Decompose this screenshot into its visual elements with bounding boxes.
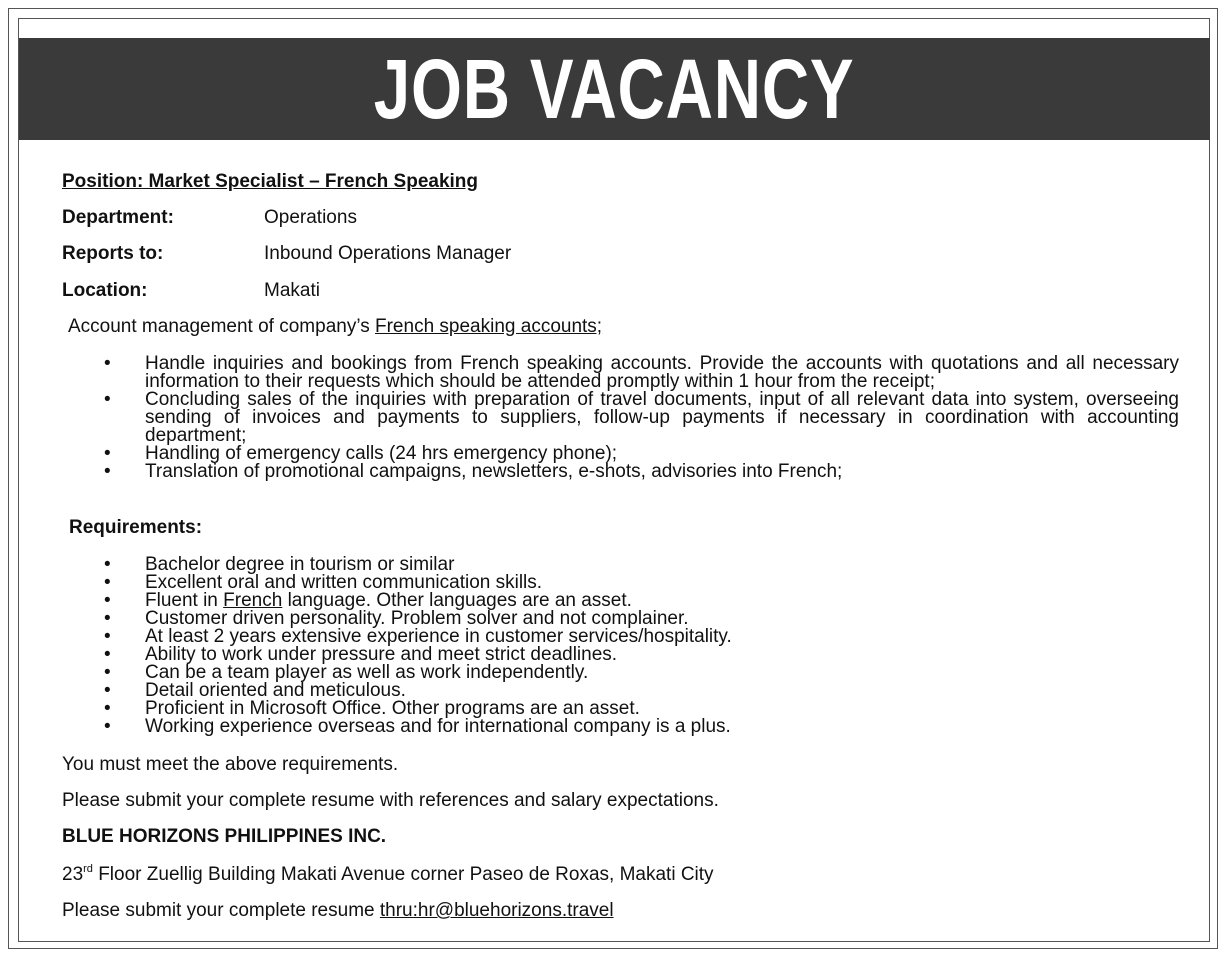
- bullet: •: [104, 626, 111, 647]
- address-number: 23: [62, 864, 84, 885]
- list-item: [104, 463, 1184, 481]
- requirement-text: Can be a team player as well as work independently.: [145, 662, 589, 683]
- reports-to-label: Reports to:: [62, 243, 164, 264]
- bullet: •: [104, 608, 111, 629]
- bullet: •: [104, 443, 111, 464]
- requirement-text: Proficient in Microsoft Office. Other programs are an asset.: [145, 698, 640, 719]
- responsibility-text: Handling of emergency calls (24 hrs emergency phone);: [145, 443, 618, 464]
- bullet: •: [104, 461, 111, 482]
- address-line: [62, 864, 714, 886]
- reports-to-value: Inbound Operations Manager: [264, 243, 512, 264]
- department-label: Department:: [62, 207, 174, 228]
- resume-line: [62, 900, 614, 922]
- requirement-text: Detail oriented and meticulous.: [145, 680, 406, 701]
- bullet: •: [104, 680, 111, 701]
- resume-text: Please submit your complete resume: [62, 900, 380, 921]
- location-value: Makati: [264, 280, 320, 301]
- bullet: •: [104, 554, 111, 575]
- list-item: [104, 718, 1184, 736]
- requirement-text: Ability to work under pressure and meet strict deadlines.: [145, 644, 618, 665]
- must-meet-text: You must meet the above requirements.: [62, 754, 399, 775]
- responsibility-text: Handle inquiries and bookings from French speaking accounts. Provide the accounts with quotations and all necessary information to their requests which should be attended promptly within 1 hour from the receipt;: [145, 353, 1179, 392]
- header-banner: [19, 38, 1210, 140]
- responsibility-text: Translation of promotional campaigns, newsletters, e-shots, advisories into French;: [145, 461, 843, 482]
- requirement-text: Bachelor degree in tourism or similar: [145, 554, 455, 575]
- requirement-text: Customer driven personality. Problem solver and not complainer.: [145, 608, 689, 629]
- department-value: Operations: [264, 207, 357, 228]
- french-accounts-link: French speaking accounts;: [375, 316, 603, 337]
- address-ordinal: rd: [83, 863, 93, 875]
- list-item: [104, 391, 1184, 445]
- bullet: •: [104, 662, 111, 683]
- address-text: Floor Zuellig Building Makati Avenue corner Paseo de Roxas, Makati City: [92, 864, 714, 885]
- page-title: JOB VACANCY: [374, 42, 855, 136]
- bullet: •: [104, 590, 111, 611]
- position-heading: Position: Market Specialist – French Speaking: [62, 171, 479, 192]
- email-link[interactable]: thru:hr@bluehorizons.travel: [379, 900, 614, 921]
- responsibility-text: Concluding sales of the inquiries with preparation of travel documents, input of all relevant data into system, overseeing sending of invoices and payments to suppliers, follow-up payments if necessary in coordination with accounting department;: [145, 389, 1179, 446]
- bullet: •: [104, 644, 111, 665]
- bullet: •: [104, 716, 111, 737]
- requirement-text-prefix: Fluent in: [145, 590, 224, 611]
- bullet: •: [104, 389, 111, 410]
- requirements-heading: Requirements:: [69, 517, 203, 538]
- requirement-text: At least 2 years extensive experience in customer services/hospitality.: [145, 626, 732, 647]
- list-item: [104, 355, 1184, 391]
- bullet: •: [104, 698, 111, 719]
- location-label: Location:: [62, 280, 148, 301]
- submit-text: Please submit your complete resume with references and salary expectations.: [62, 790, 719, 811]
- company-name: BLUE HORIZONS PHILIPPINES INC.: [62, 826, 387, 847]
- bullet: •: [104, 572, 111, 593]
- requirement-text-suffix: language. Other languages are an asset.: [282, 590, 632, 611]
- requirement-text: Working experience overseas and for international company is a plus.: [145, 716, 731, 737]
- requirements-list: [104, 556, 1184, 736]
- bullet: •: [104, 353, 111, 374]
- french-link: French: [223, 590, 283, 611]
- responsibilities-list: [104, 355, 1184, 481]
- account-management-text: Account management of company’s: [68, 316, 375, 337]
- requirement-text: Excellent oral and written communication skills.: [145, 572, 543, 593]
- account-management-line: [68, 316, 602, 338]
